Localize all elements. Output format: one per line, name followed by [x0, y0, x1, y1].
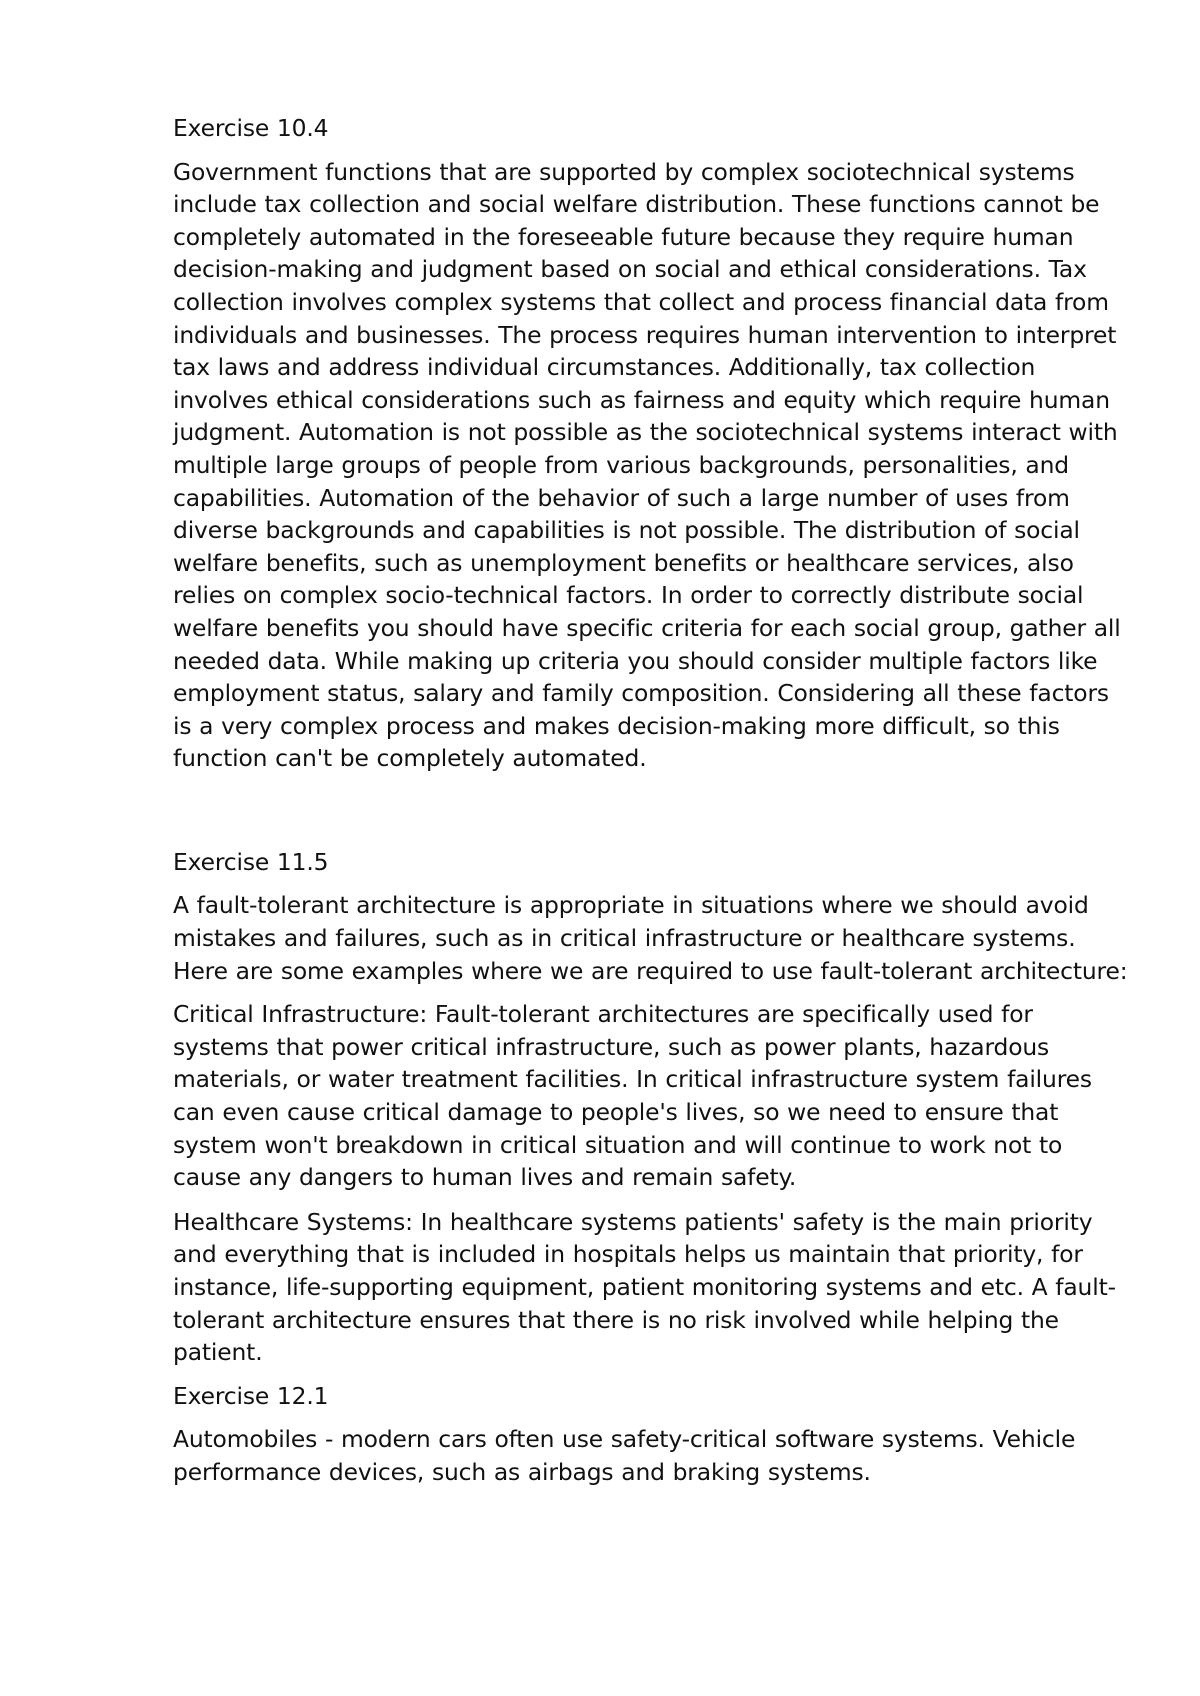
exercise-section-12-1	[173, 1380, 1133, 1489]
exercise-title: Exercise 12.1	[173, 1381, 329, 1410]
exercise-paragraph: Automobiles - modern cars often use safety-critical software systems. Vehicle performance devices, such as airbags and braking systems.	[173, 1425, 1076, 1486]
exercise-paragraph: A fault-tolerant architecture is appropriate in situations where we should avoid mistakes and failures, such as in critical infrastructure or healthcare systems. Here are some examples where we are required to use fault-tolerant architecture:	[173, 891, 1128, 985]
exercise-paragraph: Critical Infrastructure: Fault-tolerant architectures are specifically used for systems that power critical infrastructure, such as power plants, hazardous materials, or water treatment facilities. In critical infrastructure system failures can even cause critical damage to people's lives, so we need to ensure that system won't breakdown in critical situation and will continue to work not to cause any dangers to human lives and remain safety.	[173, 1000, 1092, 1192]
exercise-paragraph: Government functions that are supported by complex sociotechnical systems include tax collection and social welfare distribution. These functions cannot be completely automated in the foreseeable future because they require human decision-making and judgment based on social and ethical considerations. Tax collection involves complex systems that collect and process financial data from individuals and businesses. The process requires human intervention to interpret tax laws and address individual circumstances. Additionally, tax collection involves ethical considerations such as fairness and equity which require human judgment. Automation is not possible as the sociotechnical systems interact with multiple large groups of people from various backgrounds, personalities, and capabilities. Automation of the behavior of such a large number of uses from diverse backgrounds and capabilities is not possible. The distribution of social welfare benefits, such as unemployment benefits or healthcare services, also relies on complex socio-technical factors. In order to correctly distribute social welfare benefits you should have specific criteria for each social group, gather all needed data. While making up criteria you should consider multiple factors like employment status, salary and family composition. Considering all these factors is a very complex process and makes decision-making more difficult, so this function can't be completely automated.	[173, 157, 1121, 773]
document-page	[173, 112, 1133, 1489]
exercise-title: Exercise 11.5	[173, 847, 329, 876]
exercise-title: Exercise 10.4	[173, 114, 329, 142]
exercise-paragraph: Healthcare Systems: In healthcare systems patients' safety is the main priority and everything that is included in hospitals helps us maintain that priority, for instance, life-supporting equipment, patient monitoring systems and etc. A fault-tolerant architecture ensures that there is no risk involved while helping the patient.	[173, 1207, 1116, 1367]
exercise-section-10-4	[173, 112, 1133, 775]
exercise-section-11-5	[173, 846, 1133, 1369]
